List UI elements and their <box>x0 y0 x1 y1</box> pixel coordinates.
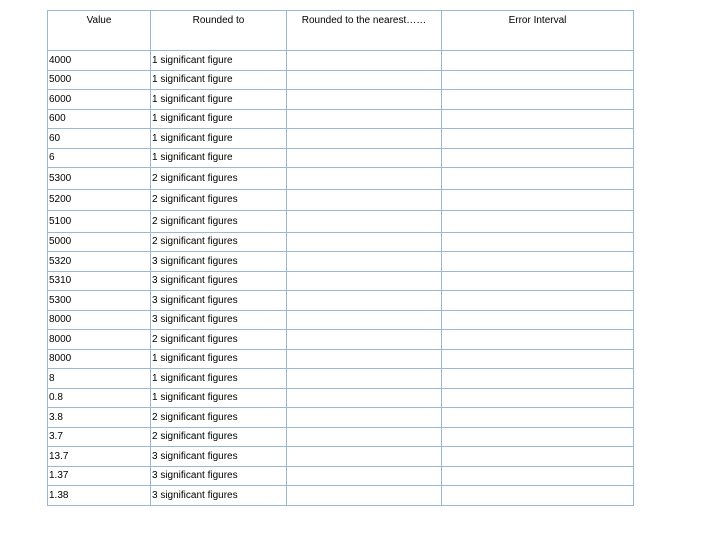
value-cell: 1.38 <box>48 486 151 506</box>
table-row <box>48 90 634 110</box>
rounded-to-cell: 1 significant figure <box>151 148 287 168</box>
error-interval-answer-cell[interactable] <box>442 291 634 311</box>
nearest-answer-cell[interactable] <box>287 252 442 272</box>
rounded-to-cell: 2 significant figures <box>151 330 287 350</box>
rounded-to-cell: 1 significant figures <box>151 388 287 408</box>
nearest-answer-cell[interactable] <box>287 291 442 311</box>
error-interval-answer-cell[interactable] <box>442 90 634 110</box>
nearest-answer-cell[interactable] <box>287 310 442 330</box>
rounded-to-cell: 1 significant figure <box>151 51 287 71</box>
error-interval-answer-cell[interactable] <box>442 271 634 291</box>
value-cell: 8000 <box>48 349 151 369</box>
error-interval-answer-cell[interactable] <box>442 427 634 447</box>
nearest-answer-cell[interactable] <box>287 189 442 211</box>
table-row <box>48 70 634 90</box>
table-row <box>48 168 634 190</box>
rounded-to-cell: 2 significant figures <box>151 408 287 428</box>
rounded-to-cell: 3 significant figures <box>151 291 287 311</box>
table-row <box>48 310 634 330</box>
nearest-answer-cell[interactable] <box>287 168 442 190</box>
table-row <box>48 369 634 389</box>
rounded-to-cell: 1 significant figure <box>151 70 287 90</box>
value-cell: 8000 <box>48 330 151 350</box>
rounded-to-cell: 2 significant figures <box>151 427 287 447</box>
rounded-to-cell: 3 significant figures <box>151 486 287 506</box>
table-row <box>48 291 634 311</box>
value-cell: 5300 <box>48 291 151 311</box>
value-cell: 6 <box>48 148 151 168</box>
error-interval-answer-cell[interactable] <box>442 310 634 330</box>
table-row <box>48 466 634 486</box>
rounded-to-cell: 2 significant figures <box>151 211 287 233</box>
nearest-answer-cell[interactable] <box>287 129 442 149</box>
header-rounded-to-nearest: Rounded to the nearest…… <box>287 11 442 51</box>
table-row <box>48 129 634 149</box>
rounded-to-cell: 1 significant figure <box>151 109 287 129</box>
nearest-answer-cell[interactable] <box>287 109 442 129</box>
error-interval-answer-cell[interactable] <box>442 252 634 272</box>
rounded-to-cell: 3 significant figures <box>151 310 287 330</box>
value-cell: 5320 <box>48 252 151 272</box>
header-rounded-to: Rounded to <box>151 11 287 51</box>
error-interval-answer-cell[interactable] <box>442 466 634 486</box>
nearest-answer-cell[interactable] <box>287 427 442 447</box>
value-cell: 4000 <box>48 51 151 71</box>
table-body <box>48 11 634 506</box>
table-row <box>48 252 634 272</box>
value-cell: 8 <box>48 369 151 389</box>
rounded-to-cell: 2 significant figures <box>151 189 287 211</box>
nearest-answer-cell[interactable] <box>287 271 442 291</box>
value-cell: 5200 <box>48 189 151 211</box>
table-row <box>48 330 634 350</box>
table-row <box>48 211 634 233</box>
nearest-answer-cell[interactable] <box>287 466 442 486</box>
error-interval-answer-cell[interactable] <box>442 51 634 71</box>
nearest-answer-cell[interactable] <box>287 148 442 168</box>
rounded-to-cell: 3 significant figures <box>151 252 287 272</box>
value-cell: 8000 <box>48 310 151 330</box>
error-interval-answer-cell[interactable] <box>442 189 634 211</box>
error-interval-answer-cell[interactable] <box>442 109 634 129</box>
header-error-interval: Error Interval <box>442 11 634 51</box>
error-interval-answer-cell[interactable] <box>442 349 634 369</box>
error-interval-answer-cell[interactable] <box>442 148 634 168</box>
value-cell: 5310 <box>48 271 151 291</box>
error-interval-answer-cell[interactable] <box>442 232 634 252</box>
table-row <box>48 427 634 447</box>
error-interval-answer-cell[interactable] <box>442 447 634 467</box>
nearest-answer-cell[interactable] <box>287 70 442 90</box>
value-cell: 1.37 <box>48 466 151 486</box>
table-row <box>48 109 634 129</box>
value-cell: 13.7 <box>48 447 151 467</box>
error-interval-answer-cell[interactable] <box>442 486 634 506</box>
table-row <box>48 232 634 252</box>
value-cell: 3.8 <box>48 408 151 428</box>
nearest-answer-cell[interactable] <box>287 330 442 350</box>
rounded-to-cell: 1 significant figures <box>151 349 287 369</box>
value-cell: 5300 <box>48 168 151 190</box>
nearest-answer-cell[interactable] <box>287 349 442 369</box>
value-cell: 5000 <box>48 232 151 252</box>
error-interval-answer-cell[interactable] <box>442 388 634 408</box>
rounded-to-cell: 3 significant figures <box>151 271 287 291</box>
error-interval-answer-cell[interactable] <box>442 369 634 389</box>
table-row <box>48 447 634 467</box>
error-interval-answer-cell[interactable] <box>442 168 634 190</box>
table-row <box>48 148 634 168</box>
table-row <box>48 408 634 428</box>
header-value: Value <box>48 11 151 51</box>
rounded-to-cell: 1 significant figures <box>151 369 287 389</box>
rounded-to-cell: 1 significant figure <box>151 129 287 149</box>
nearest-answer-cell[interactable] <box>287 447 442 467</box>
error-interval-answer-cell[interactable] <box>442 330 634 350</box>
rounded-to-cell: 1 significant figure <box>151 90 287 110</box>
table-row <box>48 271 634 291</box>
rounded-to-cell: 3 significant figures <box>151 466 287 486</box>
table-row <box>48 486 634 506</box>
rounded-to-cell: 2 significant figures <box>151 232 287 252</box>
nearest-answer-cell[interactable] <box>287 369 442 389</box>
error-interval-answer-cell[interactable] <box>442 408 634 428</box>
value-cell: 600 <box>48 109 151 129</box>
value-cell: 5000 <box>48 70 151 90</box>
value-cell: 60 <box>48 129 151 149</box>
header-row <box>48 11 634 51</box>
table-row <box>48 189 634 211</box>
value-cell: 5100 <box>48 211 151 233</box>
nearest-answer-cell[interactable] <box>287 486 442 506</box>
error-interval-answer-cell[interactable] <box>442 70 634 90</box>
table-row <box>48 51 634 71</box>
nearest-answer-cell[interactable] <box>287 51 442 71</box>
rounded-to-cell: 2 significant figures <box>151 168 287 190</box>
value-cell: 3.7 <box>48 427 151 447</box>
value-cell: 6000 <box>48 90 151 110</box>
rounded-to-cell: 3 significant figures <box>151 447 287 467</box>
table-row <box>48 349 634 369</box>
table-row <box>48 388 634 408</box>
rounding-worksheet-table <box>47 10 634 506</box>
nearest-answer-cell[interactable] <box>287 232 442 252</box>
nearest-answer-cell[interactable] <box>287 211 442 233</box>
nearest-answer-cell[interactable] <box>287 90 442 110</box>
value-cell: 0.8 <box>48 388 151 408</box>
error-interval-answer-cell[interactable] <box>442 129 634 149</box>
nearest-answer-cell[interactable] <box>287 388 442 408</box>
nearest-answer-cell[interactable] <box>287 408 442 428</box>
error-interval-answer-cell[interactable] <box>442 211 634 233</box>
